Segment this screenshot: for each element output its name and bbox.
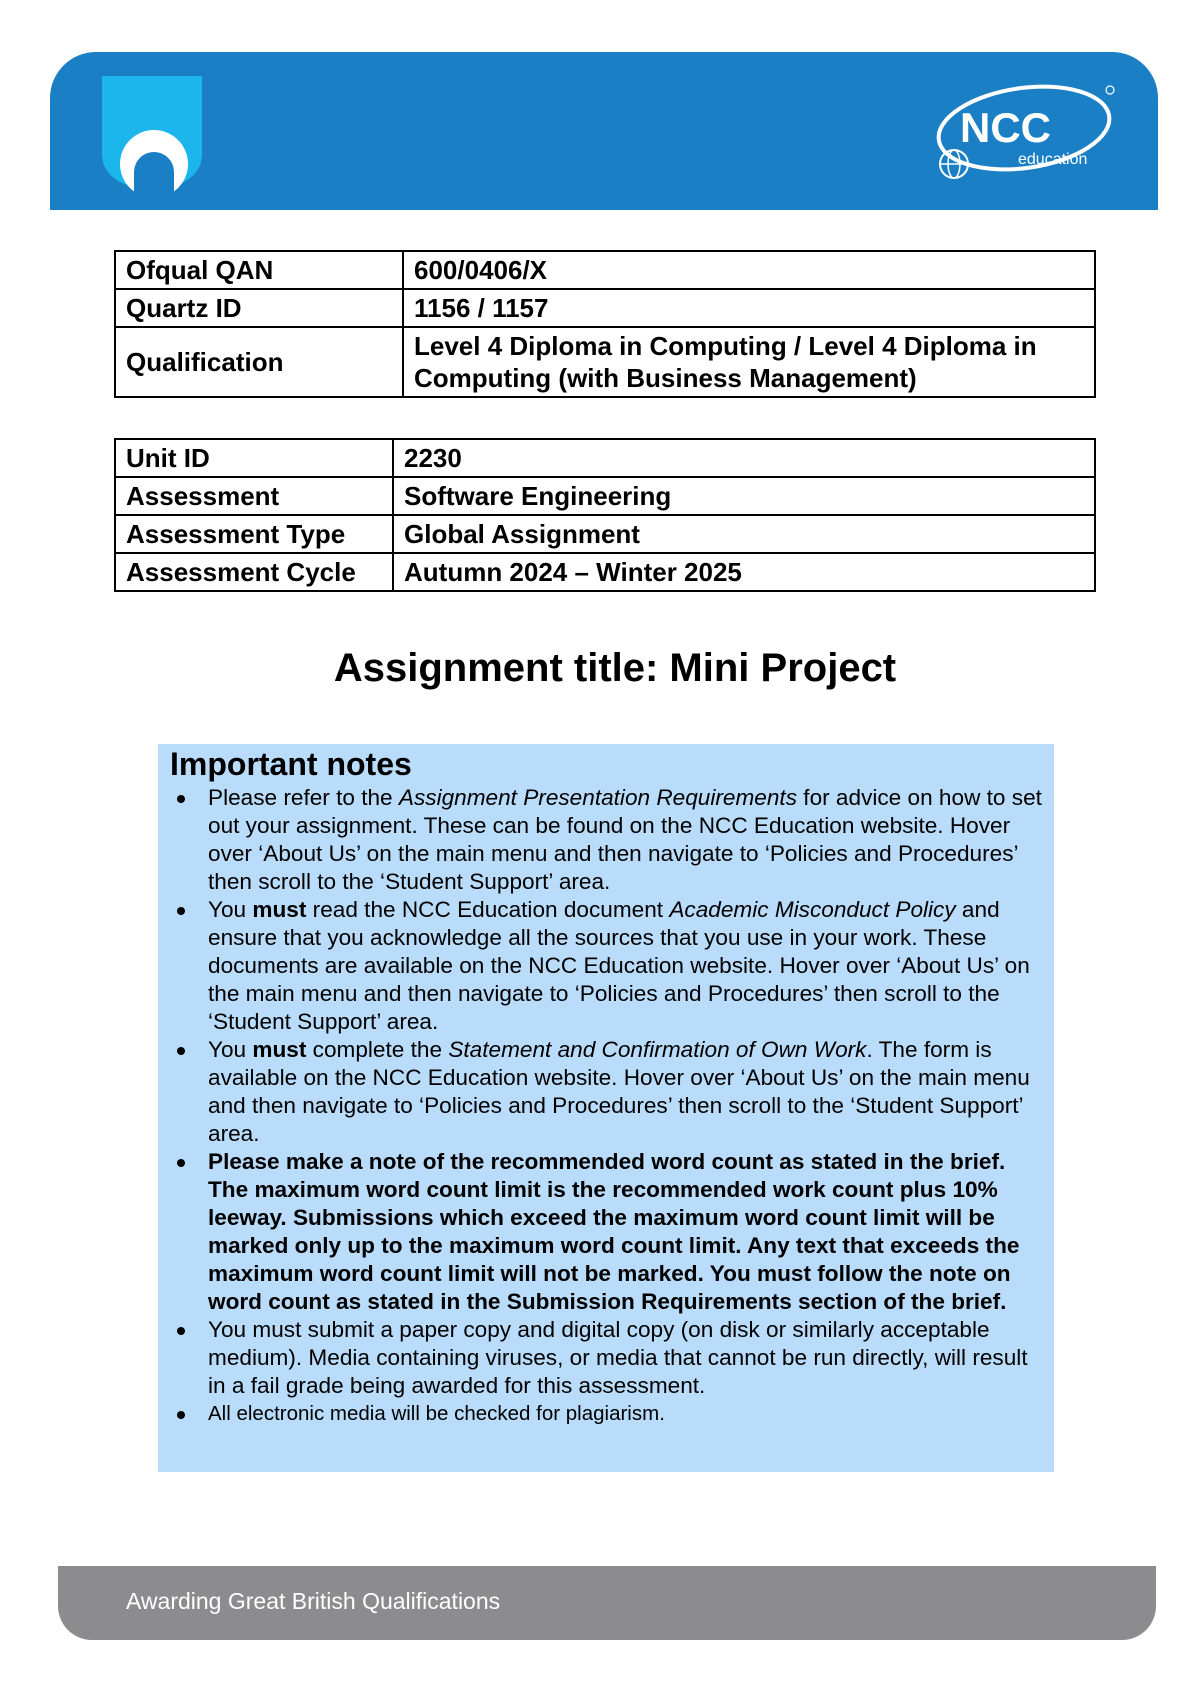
bullet-icon [177,1411,185,1419]
table-row [115,553,1095,591]
row-value: Level 4 Diploma in Computing / Level 4 Diploma in Computing (with Business Management) [403,327,1095,397]
row-label: Ofqual QAN [115,251,403,289]
important-notes-box [158,744,1054,1472]
list-item: You must complete the Statement and Confirmation of Own Work. The form is available on the NCC Education website. Hover over ‘About Us’ on the main menu and then navigate to ‘Policies and Procedures’ then scroll to the ‘Student Support’ area. [170,1036,1044,1148]
notes-title: Important notes [170,746,412,782]
row-label: Qualification [115,327,403,397]
header-banner [50,52,1158,210]
notes-list [170,784,1044,1428]
list-item: Please refer to the Assignment Presentation Requirements for advice on how to set out your assignment. These can be found on the NCC Education website. Hover over ‘About Us’ on the main menu and then navigate to ‘Policies and Procedures’ then scroll to the ‘Student Support’ area. [170,784,1044,896]
ncc-education-logo-icon [926,80,1126,180]
row-label: Assessment Cycle [115,553,393,591]
row-value: Software Engineering [393,477,1095,515]
unit-table [114,438,1096,592]
table-row [115,327,1095,397]
footer-bar [58,1566,1156,1640]
list-item: You must submit a paper copy and digital copy (on disk or similarly acceptable medium). Media containing viruses, or media that cannot be run directly, will result in a fail grade being awarded for this assessment. [170,1316,1044,1400]
row-value: Global Assignment [393,515,1095,553]
bullet-icon [177,1159,185,1167]
table-row [115,251,1095,289]
table-row [115,439,1095,477]
row-label: Assessment [115,477,393,515]
table-row [115,477,1095,515]
logo-ncc-text: NCC [960,104,1051,151]
table-row [115,515,1095,553]
assignment-title: Assignment title: Mini Project [333,646,897,690]
row-label: Unit ID [115,439,393,477]
list-item: Please make a note of the recommended word count as stated in the brief. The maximum word count limit is the recommended work count plus 10% leeway. Submissions which exceed the maximum word count limit will be marked only up to the maximum word count limit. Any text that exceeds the maximum word count limit will not be marked. You must follow the note on word count as stated in the Submission Requirements section of the brief. [170,1148,1044,1316]
bullet-icon [177,795,185,803]
list-item: You must read the NCC Education document Academic Misconduct Policy and ensure that you acknowledge all the sources that you use in your work. These documents are available on the NCC Education website. Hover over ‘About Us’ on the main menu and then navigate to ‘Policies and Procedures’ then scroll to the ‘Student Support’ area. [170,896,1044,1036]
row-value: Autumn 2024 – Winter 2025 [393,553,1095,591]
table-row [115,289,1095,327]
bullet-icon [177,1327,185,1335]
row-value: 600/0406/X [403,251,1095,289]
list-item: All electronic media will be checked for plagiarism. [170,1400,1044,1428]
logo-education-text: education [1018,151,1088,168]
qualification-table [114,250,1096,398]
bullet-icon [177,1047,185,1055]
bullet-icon [177,907,185,915]
footer-tagline: Awarding Great British Qualifications [126,1588,501,1614]
shield-logo-icon [102,76,202,194]
row-value: 1156 / 1157 [403,289,1095,327]
row-label: Assessment Type [115,515,393,553]
row-label: Quartz ID [115,289,403,327]
row-value: 2230 [393,439,1095,477]
